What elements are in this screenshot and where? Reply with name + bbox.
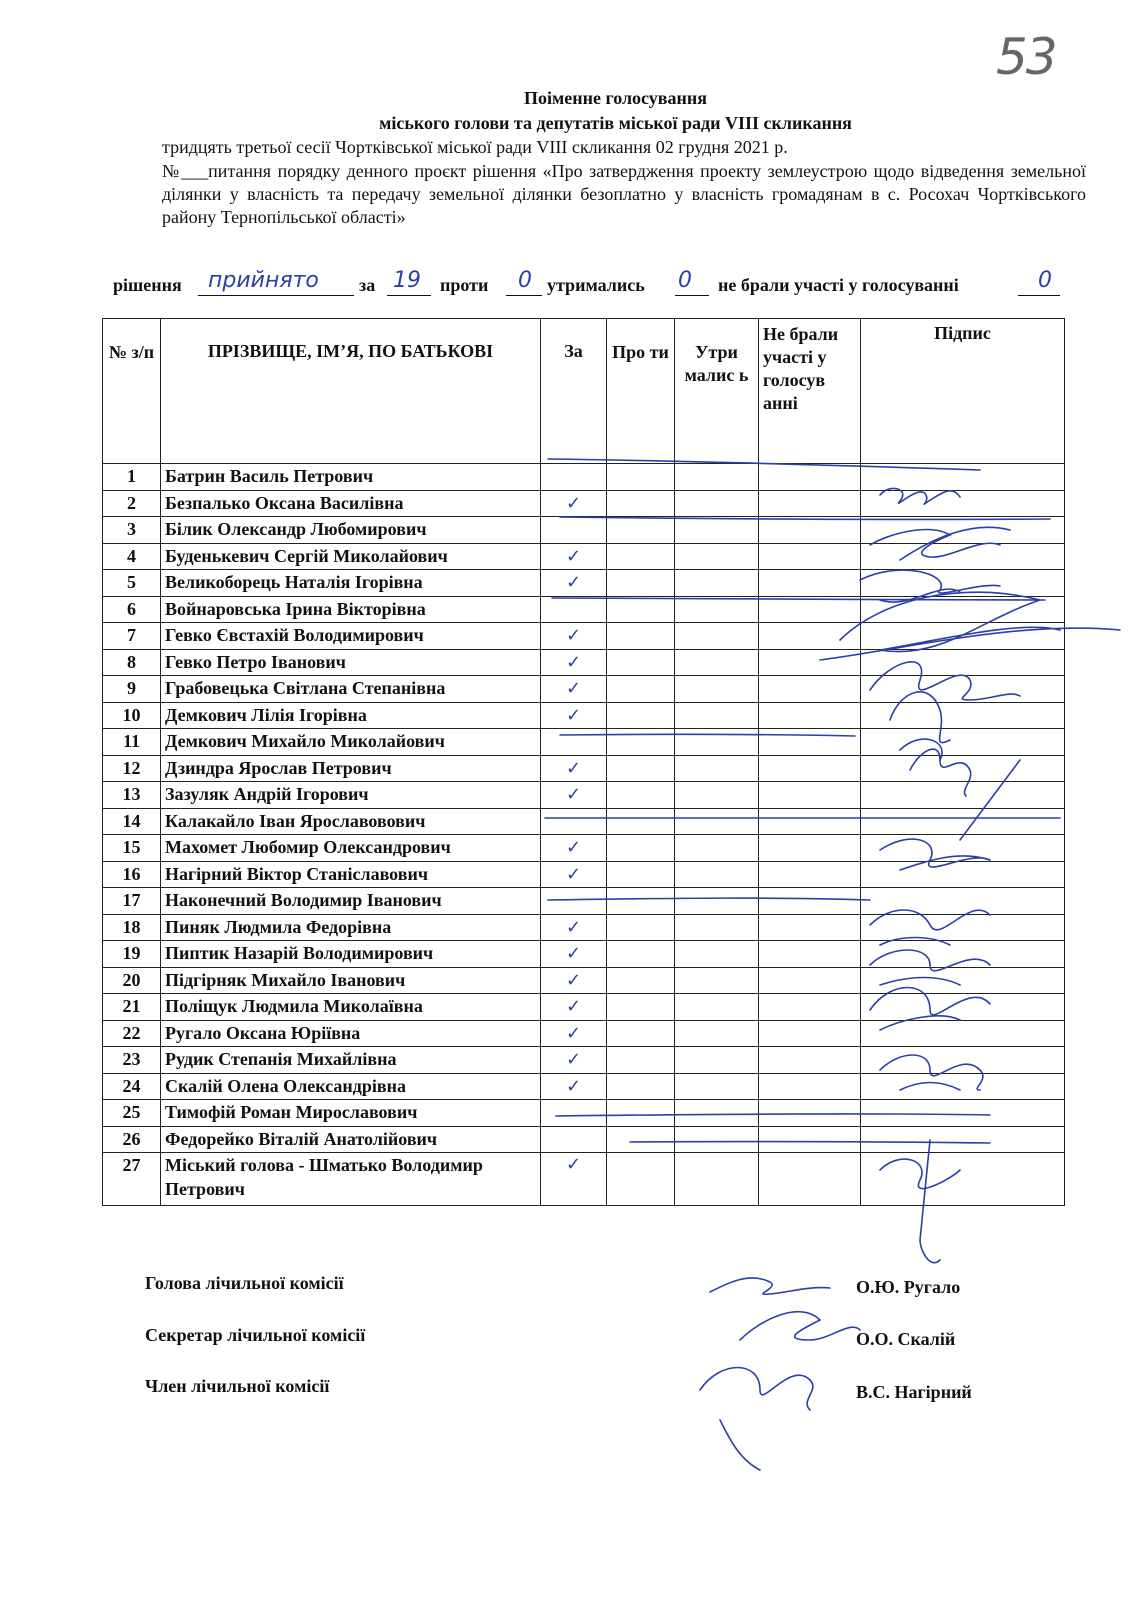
row-notvoted-cell	[759, 808, 861, 835]
commission-name-member: В.С. Нагірний	[856, 1382, 972, 1402]
row-abstained-cell	[675, 543, 759, 570]
row-signature-cell	[861, 1047, 1065, 1074]
row-for-cell: ✓	[541, 1020, 607, 1047]
row-for-cell: ✓	[541, 994, 607, 1021]
row-for-cell	[541, 808, 607, 835]
row-signature-cell	[861, 543, 1065, 570]
row-name: Калакайло Іван Ярославовович	[161, 808, 541, 835]
row-number: 24	[103, 1073, 161, 1100]
row-against-cell	[607, 888, 675, 915]
against-value: 0	[518, 268, 532, 293]
row-abstained-cell	[675, 729, 759, 756]
row-signature-cell	[861, 1100, 1065, 1127]
row-against-cell	[607, 755, 675, 782]
table-row	[103, 1047, 1065, 1074]
row-notvoted-cell	[759, 861, 861, 888]
table-row	[103, 755, 1065, 782]
table-row	[103, 517, 1065, 544]
row-name: Ругало Оксана Юріївна	[161, 1020, 541, 1047]
row-abstained-cell	[675, 1073, 759, 1100]
row-abstained-cell	[675, 1100, 759, 1127]
session-line: тридцять третьої сесії Чортківської міської ради VIII скликання 02 грудня 2021 р.	[162, 137, 788, 157]
table-row	[103, 649, 1065, 676]
abstained-line	[675, 295, 709, 296]
table-row	[103, 596, 1065, 623]
row-signature-cell	[861, 835, 1065, 862]
table-row	[103, 490, 1065, 517]
commission-role-secretary: Секретар лічильної комісії	[145, 1325, 366, 1345]
row-signature-cell	[861, 1073, 1065, 1100]
row-number: 9	[103, 676, 161, 703]
row-abstained-cell	[675, 570, 759, 597]
row-number: 19	[103, 941, 161, 968]
row-against-cell	[607, 464, 675, 491]
row-against-cell	[607, 596, 675, 623]
row-name: Поліщук Людмила Миколаївна	[161, 994, 541, 1021]
row-notvoted-cell	[759, 1073, 861, 1100]
table-row	[103, 888, 1065, 915]
row-for-cell: ✓	[541, 702, 607, 729]
row-signature-cell	[861, 464, 1065, 491]
row-abstained-cell	[675, 888, 759, 915]
row-number: 14	[103, 808, 161, 835]
row-number: 22	[103, 1020, 161, 1047]
row-name: Махомет Любомир Олександрович	[161, 835, 541, 862]
row-abstained-cell	[675, 808, 759, 835]
row-against-cell	[607, 861, 675, 888]
row-name: Зазуляк Андрій Ігорович	[161, 782, 541, 809]
commission-role-chair: Голова лічильної комісії	[145, 1273, 344, 1293]
row-against-cell	[607, 649, 675, 676]
commission-name-chair: О.Ю. Ругало	[856, 1277, 961, 1297]
row-name: Гевко Петро Іванович	[161, 649, 541, 676]
row-against-cell	[607, 543, 675, 570]
row-against-cell	[607, 517, 675, 544]
row-signature-cell	[861, 808, 1065, 835]
row-signature-cell	[861, 1126, 1065, 1153]
commission-role-member: Член лічильної комісії	[145, 1376, 330, 1396]
row-signature-cell	[861, 994, 1065, 1021]
row-number: 25	[103, 1100, 161, 1127]
row-name: Дзиндра Ярослав Петрович	[161, 755, 541, 782]
row-for-cell: ✓	[541, 676, 607, 703]
row-against-cell	[607, 729, 675, 756]
against-label: проти	[440, 275, 489, 295]
row-for-cell	[541, 888, 607, 915]
table-row	[103, 967, 1065, 994]
row-number: 18	[103, 914, 161, 941]
row-name: Демкович Михайло Миколайович	[161, 729, 541, 756]
row-number: 4	[103, 543, 161, 570]
row-for-cell: ✓	[541, 570, 607, 597]
table-row	[103, 676, 1065, 703]
row-name: Великоборець Наталія Ігорівна	[161, 570, 541, 597]
row-abstained-cell	[675, 967, 759, 994]
row-notvoted-cell	[759, 676, 861, 703]
row-against-cell	[607, 808, 675, 835]
row-number: 27	[103, 1153, 161, 1206]
row-name: Міський голова - Шматько Володимир Петрович	[161, 1153, 541, 1206]
row-name: Безпалько Оксана Василівна	[161, 490, 541, 517]
table-row	[103, 1126, 1065, 1153]
abstained-value: 0	[678, 268, 692, 293]
row-against-cell	[607, 1100, 675, 1127]
table-row	[103, 1020, 1065, 1047]
row-for-cell	[541, 464, 607, 491]
row-name: Гевко Євстахій Володимирович	[161, 623, 541, 650]
table-row	[103, 623, 1065, 650]
notvoting-value: 0	[1038, 268, 1052, 293]
row-signature-cell	[861, 1153, 1065, 1206]
row-for-cell: ✓	[541, 782, 607, 809]
row-abstained-cell	[675, 1126, 759, 1153]
notvoting-line	[1018, 295, 1060, 296]
row-against-cell	[607, 1073, 675, 1100]
doc-subtitle: міського голови та депутатів міської ради VIII скликання	[379, 113, 852, 133]
row-number: 15	[103, 835, 161, 862]
row-for-cell: ✓	[541, 835, 607, 862]
row-notvoted-cell	[759, 782, 861, 809]
row-signature-cell	[861, 914, 1065, 941]
row-abstained-cell	[675, 464, 759, 491]
row-for-cell	[541, 517, 607, 544]
row-signature-cell	[861, 967, 1065, 994]
row-against-cell	[607, 967, 675, 994]
row-against-cell	[607, 941, 675, 968]
row-abstained-cell	[675, 517, 759, 544]
row-notvoted-cell	[759, 1126, 861, 1153]
row-for-cell	[541, 1126, 607, 1153]
row-notvoted-cell	[759, 1100, 861, 1127]
row-notvoted-cell	[759, 649, 861, 676]
row-against-cell	[607, 490, 675, 517]
row-number: 3	[103, 517, 161, 544]
row-name: Тимофій Роман Мирославович	[161, 1100, 541, 1127]
abstained-label: утримались	[547, 275, 645, 295]
row-signature-cell	[861, 861, 1065, 888]
row-abstained-cell	[675, 994, 759, 1021]
table-row	[103, 729, 1065, 756]
row-signature-cell	[861, 729, 1065, 756]
row-against-cell	[607, 835, 675, 862]
for-line	[387, 295, 431, 296]
row-abstained-cell	[675, 835, 759, 862]
row-signature-cell	[861, 623, 1065, 650]
table-row	[103, 570, 1065, 597]
table-row	[103, 782, 1065, 809]
row-abstained-cell	[675, 490, 759, 517]
row-notvoted-cell	[759, 623, 861, 650]
row-notvoted-cell	[759, 1153, 861, 1206]
row-notvoted-cell	[759, 702, 861, 729]
row-number: 10	[103, 702, 161, 729]
row-for-cell: ✓	[541, 623, 607, 650]
row-number: 7	[103, 623, 161, 650]
row-abstained-cell	[675, 782, 759, 809]
row-name: Скалій Олена Олександрівна	[161, 1073, 541, 1100]
row-number: 6	[103, 596, 161, 623]
row-name: Пиняк Людмила Федорівна	[161, 914, 541, 941]
row-abstained-cell	[675, 861, 759, 888]
vote-results	[113, 268, 1103, 308]
row-against-cell	[607, 676, 675, 703]
row-for-cell	[541, 1100, 607, 1127]
row-notvoted-cell	[759, 517, 861, 544]
row-name: Батрин Василь Петрович	[161, 464, 541, 491]
row-notvoted-cell	[759, 994, 861, 1021]
for-value: 19	[393, 268, 421, 293]
table-row	[103, 994, 1065, 1021]
row-for-cell: ✓	[541, 861, 607, 888]
row-against-cell	[607, 702, 675, 729]
row-abstained-cell	[675, 1153, 759, 1206]
row-notvoted-cell	[759, 1020, 861, 1047]
row-name: Федорейко Віталій Анатолійович	[161, 1126, 541, 1153]
row-number: 17	[103, 888, 161, 915]
row-abstained-cell	[675, 941, 759, 968]
against-line	[506, 295, 542, 296]
row-for-cell: ✓	[541, 649, 607, 676]
doc-title: Поіменне голосування	[523, 88, 708, 108]
row-signature-cell	[861, 1020, 1065, 1047]
table-row	[103, 702, 1065, 729]
table-row	[103, 464, 1065, 491]
row-notvoted-cell	[759, 835, 861, 862]
votes-table	[102, 318, 1065, 1206]
row-abstained-cell	[675, 755, 759, 782]
row-abstained-cell	[675, 596, 759, 623]
col-abstained-header: Утри малис ь	[675, 319, 759, 464]
table-row	[103, 914, 1065, 941]
row-signature-cell	[861, 782, 1065, 809]
table-row	[103, 808, 1065, 835]
row-number: 12	[103, 755, 161, 782]
row-abstained-cell	[675, 914, 759, 941]
row-abstained-cell	[675, 1047, 759, 1074]
row-against-cell	[607, 1020, 675, 1047]
row-name: Білик Олександр Любомирович	[161, 517, 541, 544]
row-against-cell	[607, 1047, 675, 1074]
row-for-cell: ✓	[541, 755, 607, 782]
row-number: 2	[103, 490, 161, 517]
row-signature-cell	[861, 941, 1065, 968]
for-label: за	[359, 275, 376, 295]
col-name-header: ПРІЗВИЩЕ, ІМ’Я, ПО БАТЬКОВІ	[161, 319, 541, 464]
row-notvoted-cell	[759, 941, 861, 968]
row-notvoted-cell	[759, 755, 861, 782]
row-number: 1	[103, 464, 161, 491]
row-abstained-cell	[675, 1020, 759, 1047]
row-number: 26	[103, 1126, 161, 1153]
row-notvoted-cell	[759, 729, 861, 756]
table-row	[103, 835, 1065, 862]
row-name: Пиптик Назарій Володимирович	[161, 941, 541, 968]
row-name: Підгірняк Михайло Іванович	[161, 967, 541, 994]
row-notvoted-cell	[759, 596, 861, 623]
row-signature-cell	[861, 755, 1065, 782]
row-signature-cell	[861, 888, 1065, 915]
row-name: Грабовецька Світлана Степанівна	[161, 676, 541, 703]
row-number: 16	[103, 861, 161, 888]
row-signature-cell	[861, 676, 1065, 703]
row-name: Войнаровська Ірина Вікторівна	[161, 596, 541, 623]
row-name: Рудик Степанія Михайлівна	[161, 1047, 541, 1074]
row-name: Наконечний Володимир Іванович	[161, 888, 541, 915]
votes-table-body	[103, 464, 1065, 1206]
row-against-cell	[607, 1153, 675, 1206]
row-signature-cell	[861, 517, 1065, 544]
table-row	[103, 861, 1065, 888]
row-notvoted-cell	[759, 570, 861, 597]
decision-line	[198, 295, 354, 296]
row-against-cell	[607, 1126, 675, 1153]
row-against-cell	[607, 994, 675, 1021]
table-row	[103, 1153, 1065, 1206]
row-against-cell	[607, 914, 675, 941]
agenda-question: №___питання порядку денного проєкт рішення «Про затвердження проекту землеустрою щодо відведення земельної ділянки у власність та передачу земельної ділянки безоплатно у власність громадянам в с. Росохач Чортківського району Тернопільської області»	[162, 161, 1086, 227]
row-for-cell: ✓	[541, 543, 607, 570]
row-notvoted-cell	[759, 464, 861, 491]
row-number: 21	[103, 994, 161, 1021]
row-signature-cell	[861, 570, 1065, 597]
row-notvoted-cell	[759, 490, 861, 517]
row-name: Буденькевич Сергій Миколайович	[161, 543, 541, 570]
row-abstained-cell	[675, 702, 759, 729]
table-header-row	[103, 319, 1065, 464]
row-for-cell: ✓	[541, 941, 607, 968]
row-for-cell	[541, 729, 607, 756]
row-number: 11	[103, 729, 161, 756]
row-signature-cell	[861, 649, 1065, 676]
row-for-cell: ✓	[541, 1153, 607, 1206]
table-row	[103, 941, 1065, 968]
commission-signature-3	[700, 1368, 813, 1471]
row-abstained-cell	[675, 623, 759, 650]
commission-signature-1	[710, 1278, 830, 1294]
decision-label: рішення	[113, 275, 182, 295]
row-abstained-cell	[675, 676, 759, 703]
row-for-cell: ✓	[541, 914, 607, 941]
row-for-cell	[541, 596, 607, 623]
col-signature-header: Підпис	[861, 319, 1065, 464]
col-num-header: № з/п	[103, 319, 161, 464]
row-signature-cell	[861, 596, 1065, 623]
row-number: 8	[103, 649, 161, 676]
row-for-cell: ✓	[541, 967, 607, 994]
row-for-cell: ✓	[541, 490, 607, 517]
row-notvoted-cell	[759, 967, 861, 994]
row-notvoted-cell	[759, 914, 861, 941]
row-notvoted-cell	[759, 888, 861, 915]
row-against-cell	[607, 782, 675, 809]
row-name: Нагірний Віктор Станіславович	[161, 861, 541, 888]
table-row	[103, 1100, 1065, 1127]
col-notvoted-header: Не брали участі у голосув анні	[759, 319, 861, 464]
row-for-cell: ✓	[541, 1047, 607, 1074]
row-against-cell	[607, 570, 675, 597]
row-number: 23	[103, 1047, 161, 1074]
row-for-cell: ✓	[541, 1073, 607, 1100]
row-signature-cell	[861, 702, 1065, 729]
commission-signature-2	[740, 1312, 860, 1340]
notvoting-label: не брали участі у голосуванні	[718, 275, 959, 295]
row-number: 20	[103, 967, 161, 994]
row-signature-cell	[861, 490, 1065, 517]
table-row	[103, 543, 1065, 570]
decision-value: прийнято	[208, 268, 319, 293]
row-abstained-cell	[675, 649, 759, 676]
col-against-header: Про ти	[607, 319, 675, 464]
page-mark-text: 53	[996, 28, 1056, 86]
row-number: 13	[103, 782, 161, 809]
commission-name-secretary: О.О. Скалій	[856, 1329, 956, 1349]
row-name: Демкович Лілія Ігорівна	[161, 702, 541, 729]
row-notvoted-cell	[759, 543, 861, 570]
row-number: 5	[103, 570, 161, 597]
col-for-header: За	[541, 319, 607, 464]
row-notvoted-cell	[759, 1047, 861, 1074]
row-against-cell	[607, 623, 675, 650]
table-row	[103, 1073, 1065, 1100]
